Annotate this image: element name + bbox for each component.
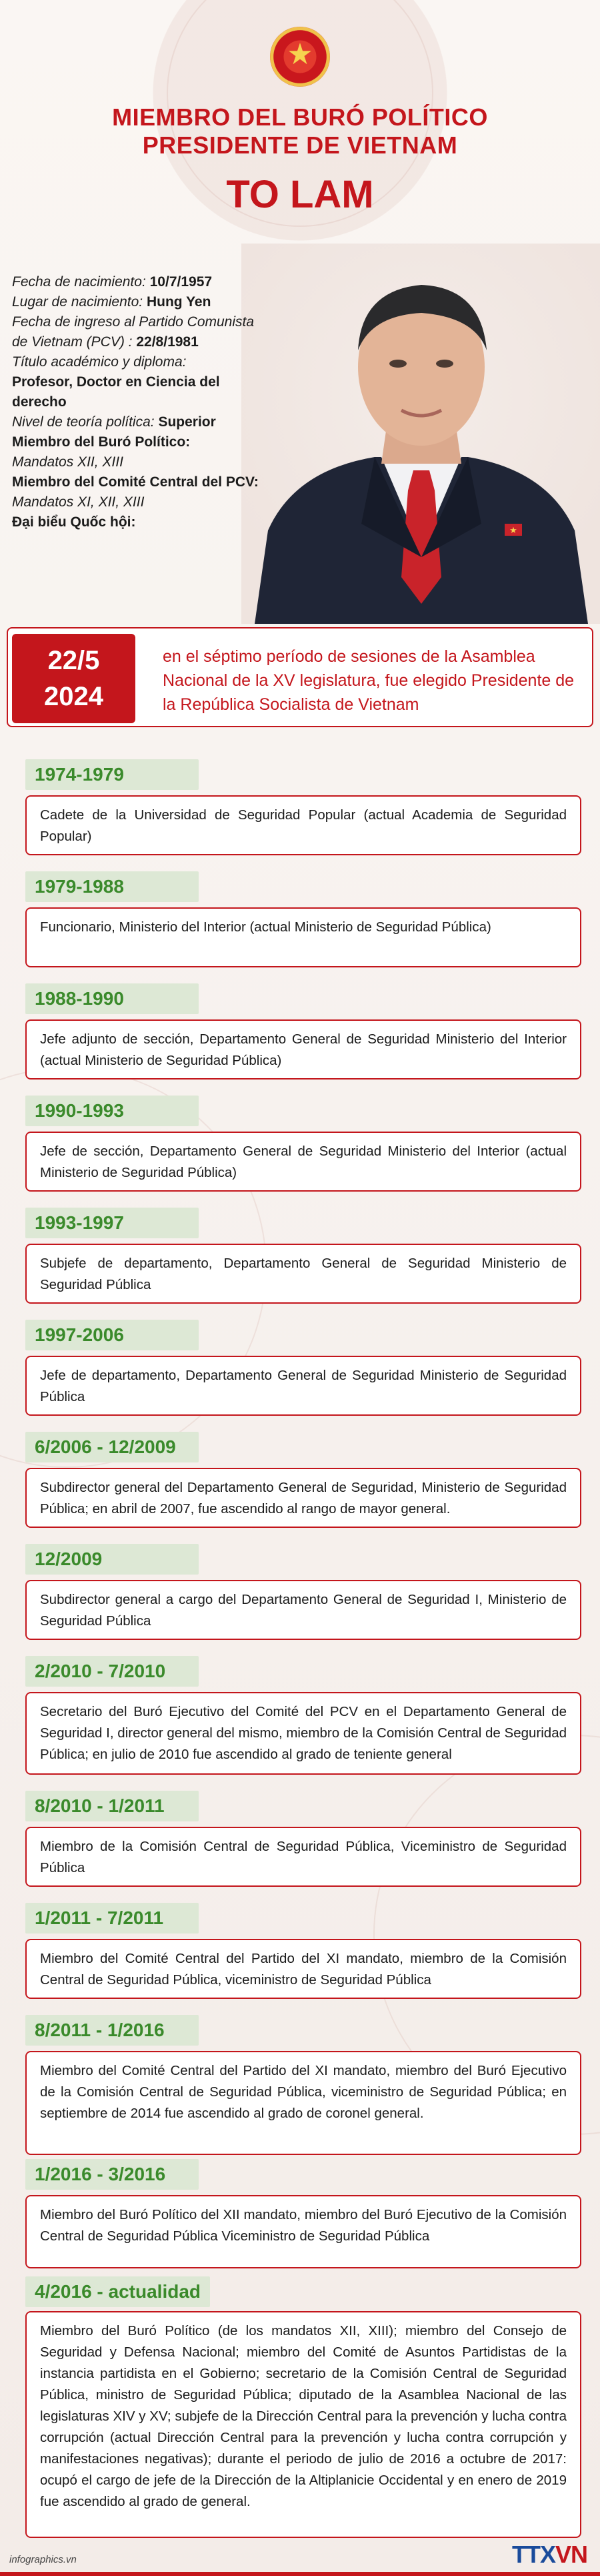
timeline-period: 1974-1979: [25, 759, 199, 790]
timeline-period: 12/2009: [25, 1544, 199, 1575]
timeline-description: Jefe de sección, Departamento General de Seguridad Ministerio del Interior (actual Ministerio de Seguridad Pública): [25, 1132, 581, 1192]
bio-row: Nivel de teoría política: Superior: [12, 414, 216, 430]
timeline-period: 8/2010 - 1/2011: [25, 1791, 199, 1821]
bio-row: Đại biểu Quốc hội:: [12, 514, 136, 530]
bio-row: Miembro del Comité Central del PCV:: [12, 474, 259, 490]
bio-row: Mandatos XII, XIII: [12, 454, 123, 470]
timeline-description: Miembro de la Comisión Central de Seguridad Pública, Viceministro de Seguridad Pública: [25, 1827, 581, 1887]
source-credit: infographics.vn: [9, 2554, 77, 2565]
highlight-date-day: 22/5: [47, 646, 100, 675]
timeline-description: Cadete de la Universidad de Seguridad Popular (actual Academia de Seguridad Popular): [25, 795, 581, 855]
bio-block: [12, 272, 265, 532]
highlight-date-year: 2024: [44, 682, 103, 711]
bio-row: Lugar de nacimiento: Hung Yen: [12, 294, 211, 310]
bio-row: Fecha de ingreso al Partido Comunista de Vietnam (PCV) : 22/8/1981: [12, 314, 255, 350]
timeline-period: 6/2006 - 12/2009: [25, 1432, 199, 1462]
timeline-description: Miembro del Comité Central del Partido del XI mandato, miembro de la Comisión Central de Seguridad Pública, viceministro de Seguridad Pública: [25, 1939, 581, 1999]
timeline-period: 1990-1993: [25, 1096, 199, 1126]
timeline-description: Funcionario, Ministerio del Interior (actual Ministerio de Seguridad Pública): [25, 907, 581, 967]
timeline-description: Subjefe de departamento, Departamento General de Seguridad Ministerio de Seguridad Pública: [25, 1244, 581, 1304]
election-highlight: [7, 627, 593, 727]
timeline-period: 8/2011 - 1/2016: [25, 2015, 199, 2046]
person-name: TO LAM: [226, 173, 374, 216]
portrait-photo: [241, 244, 600, 624]
timeline-description: Subdirector general del Departamento General de Seguridad, Ministerio de Seguridad Pública; en abril de 2007, fue ascendido al rango de mayor general.: [25, 1468, 581, 1528]
bio-row: Profesor, Doctor en Ciencia del derecho: [12, 374, 220, 410]
bio-row: Miembro del Buró Político:: [12, 434, 191, 450]
highlight-date: [12, 634, 135, 723]
timeline-period: 2/2010 - 7/2010: [25, 1656, 199, 1687]
timeline-period: 1979-1988: [25, 871, 199, 902]
bio-row: Título académico y diploma:: [12, 354, 187, 370]
footer-bar: [0, 2572, 600, 2576]
timeline-description: Jefe adjunto de sección, Departamento General de Seguridad Ministerio del Interior (actual Ministerio de Seguridad Pública): [25, 1019, 581, 1080]
bio-row: Mandatos XI, XII, XIII: [12, 494, 145, 510]
timeline-description: Jefe de departamento, Departamento General de Seguridad Ministerio de Seguridad Pública: [25, 1356, 581, 1416]
header-line1: MIEMBRO DEL BURÓ POLÍTICO: [112, 103, 488, 131]
national-emblem-icon: ★: [270, 27, 330, 87]
highlight-text: en el séptimo período de sesiones de la Asamblea Nacional de la XV legislatura, fue elegido Presidente de la República Socialista de Vietnam: [163, 647, 575, 714]
svg-text:★: ★: [509, 526, 517, 536]
timeline-period: 1993-1997: [25, 1208, 199, 1238]
timeline-period: 1/2011 - 7/2011: [25, 1903, 199, 1934]
timeline-period: 4/2016 - actualidad: [25, 2276, 210, 2307]
timeline-period: 1997-2006: [25, 1320, 199, 1350]
bio-row: Fecha de nacimiento: 10/7/1957: [12, 274, 213, 290]
timeline-period: 1/2016 - 3/2016: [25, 2159, 199, 2190]
timeline-description: Secretario del Buró Ejecutivo del Comité del PCV en el Departamento General de Seguridad I, director general del mismo, miembro de la Comisión Central de Seguridad Pública; en julio de 2010 fue ascendido al grado de teniente general: [25, 1692, 581, 1775]
timeline-description: Miembro del Buró Político (de los mandatos XII, XIII); miembro del Consejo de Seguridad y Defensa Nacional; miembro del Comité de Asuntos Partidistas de la instancia partidista en el Gobierno; secretario de la Comisión Central de Seguridad Pública, ministro de Seguridad Pública; diputado de la Asamblea Nacional de las legislaturas XIV y XV; subjefe de la Dirección Central para la prevención y lucha contra corrupción (actual Dirección Central para la prevención y lucha contra corrupción y manifestaciones negativas); durante el periodo de julio de 2016 a octubre de 2017: ocupó el cargo de jefe de la Dirección de la Altiplanicie Occidental y en enero de 2019 fue ascendido al grado de general.: [25, 2311, 581, 2538]
timeline-description: Subdirector general a cargo del Departamento General de Seguridad I, Ministerio de Seguridad Pública: [25, 1580, 581, 1640]
timeline-period: 1988-1990: [25, 983, 199, 1014]
timeline-description: Miembro del Buró Político del XII mandato, miembro del Buró Ejecutivo de la Comisión Central de Seguridad Pública Viceministro de Seguridad Pública: [25, 2195, 581, 2268]
header-line2: PRESIDENTE DE VIETNAM: [142, 131, 458, 159]
timeline-description: Miembro del Comité Central del Partido del XI mandato, miembro del Buró Ejecutivo de la Comisión Central de Seguridad Pública, viceministro de Seguridad Pública; en septiembre de 2014 fue ascendido al grado de coronel general.: [25, 2051, 581, 2155]
ttxvn-logo: TTXVN: [512, 2541, 588, 2568]
